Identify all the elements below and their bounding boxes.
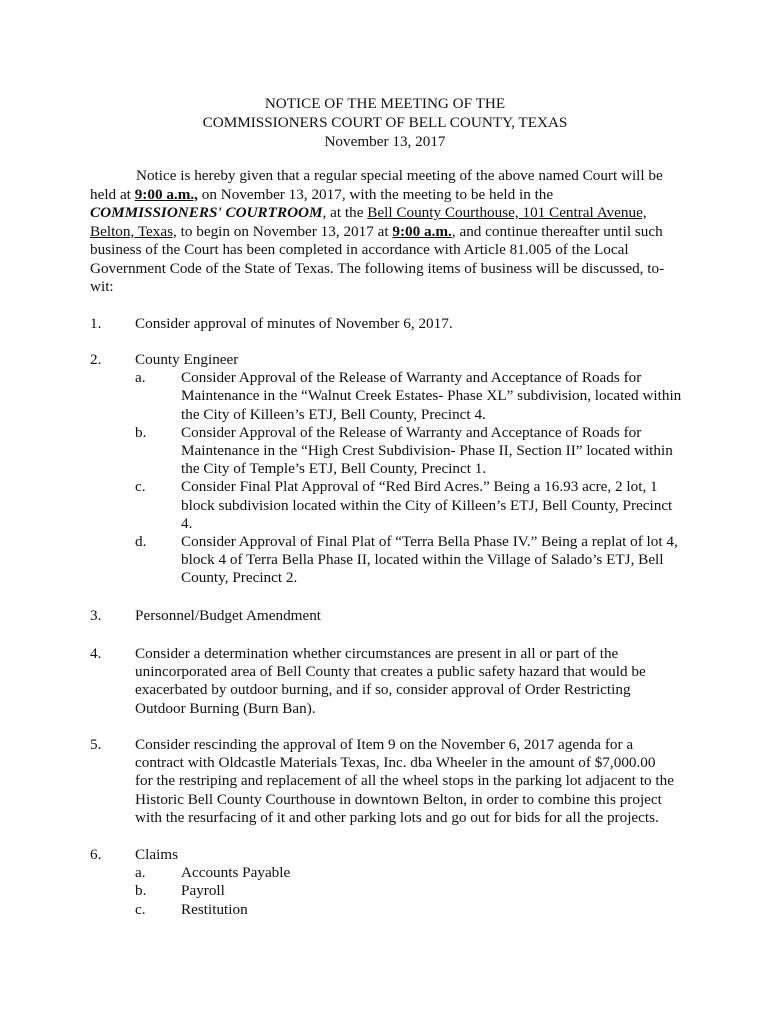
sub-item-letter: b. xyxy=(135,423,147,441)
item-line: Historic Bell County Courthouse in downtown Belton, in order to combine this project xyxy=(135,790,662,808)
sub-item-line: Consider Approval of the Release of Warranty and Acceptance of Roads for xyxy=(181,369,642,387)
item-line: unincorporated area of Bell County that creates a public safety hazard that would be xyxy=(135,663,646,681)
sub-item-c xyxy=(135,478,685,533)
intro-text: , at the xyxy=(322,204,368,221)
sub-item-letter: a. xyxy=(135,864,146,882)
sub-item-line: block 4 of Terra Bella Phase II, located within the Village of Salado’s ETJ, Bell xyxy=(181,551,664,569)
sub-item-line: Maintenance in the “High Crest Subdivision- Phase II, Section II” located within xyxy=(181,442,673,460)
item-line: exacerbated by outdoor burning, and if so, consider approval of Order Restricting xyxy=(135,681,631,699)
sub-item-letter: a. xyxy=(135,369,146,387)
sub-item-line: the City of Temple’s ETJ, Bell County, Precinct 1. xyxy=(181,460,487,478)
notice-intro-paragraph xyxy=(90,167,670,297)
item-number: 1. xyxy=(90,315,102,332)
sub-item-a xyxy=(135,864,685,882)
sub-item-c xyxy=(135,901,685,919)
intro-line xyxy=(90,223,670,242)
intro-line xyxy=(90,204,670,223)
item-number: 5. xyxy=(90,736,102,753)
sub-item-line: Payroll xyxy=(181,882,225,900)
sub-item-letter: c. xyxy=(135,478,146,496)
item-title: Claims xyxy=(135,846,179,863)
sub-item-line: block subdivision located within the City of Killeen’s ETJ, Bell County, Precinct xyxy=(181,496,673,514)
sub-item-b xyxy=(135,882,685,900)
sub-item-line: 4. xyxy=(181,514,193,532)
intro-line: Notice is hereby given that a regular special meeting of the above named Court will be xyxy=(136,167,663,184)
courthouse-address: Bell County Courthouse, 101 Central Avenue, xyxy=(367,204,647,221)
notice-header xyxy=(0,94,770,151)
item-line: contract with Oldcastle Materials Texas, Inc. dba Wheeler in the amount of $7,000.00 xyxy=(135,754,656,772)
courthouse-city: Belton, Texas, xyxy=(90,222,177,240)
header-court-line: COMMISSIONERS COURT OF BELL COUNTY, TEXAS xyxy=(202,114,568,131)
sub-item-letter: c. xyxy=(135,900,146,918)
sub-item-d xyxy=(135,533,685,588)
sub-item-line: Consider Approval of Final Plat of “Terra Bella Phase IV.” Being a replat of lot 4, xyxy=(181,533,678,551)
meeting-time: 9:00 a.m., xyxy=(134,185,198,203)
item-line: Consider rescinding the approval of Item 9 on the November 6, 2017 agenda for a xyxy=(135,736,634,753)
item-line: with the resurfacing of it and other parking lots and go out for bids for all the projects. xyxy=(135,808,659,826)
intro-line: Government Code of the State of Texas. The following items of business will be discussed, to- xyxy=(90,259,665,277)
sub-item-line: Consider Approval of the Release of Warranty and Acceptance of Roads for xyxy=(181,423,642,441)
item-number: 6. xyxy=(90,846,102,863)
intro-line xyxy=(90,186,670,205)
sub-item-letter: d. xyxy=(135,533,147,551)
header-title-line: NOTICE OF THE MEETING OF THE xyxy=(264,95,506,112)
sub-item-letter: b. xyxy=(135,882,147,900)
meeting-start-time: 9:00 a.m. xyxy=(392,222,452,240)
sub-item-line: Accounts Payable xyxy=(181,864,291,882)
item-number: 3. xyxy=(90,607,102,624)
sub-item-line: Restitution xyxy=(181,900,248,918)
item-title: Consider approval of minutes of November 6, 2017. xyxy=(135,315,453,332)
intro-text: held at xyxy=(90,185,135,203)
item-number: 2. xyxy=(90,351,102,368)
meeting-location: COMMISSIONERS' COURTROOM xyxy=(90,204,323,221)
sub-item-line: Maintenance in the “Walnut Creek Estates- Phase XL” subdivision, located within xyxy=(181,387,682,405)
item-line: Consider a determination whether circumstances are present in all or part of the xyxy=(135,645,619,662)
item-number: 4. xyxy=(90,645,102,662)
sub-item-a xyxy=(135,369,685,424)
item-line: for the restriping and replacement of all the wheel stops in the parking lot adjacent to the xyxy=(135,772,674,790)
sub-item-line: County, Precinct 2. xyxy=(181,569,298,587)
item-title: Personnel/Budget Amendment xyxy=(135,607,322,624)
intro-line: business of the Court has been completed in accordance with Article 81.005 of the Local xyxy=(90,241,629,258)
intro-text: , and continue thereafter until such xyxy=(451,222,663,240)
sub-item-b xyxy=(135,424,685,479)
item-title: County Engineer xyxy=(135,351,239,368)
intro-text: to begin on November 13, 2017 at xyxy=(176,222,393,240)
intro-text: on November 13, 2017, with the meeting to be held in the xyxy=(197,185,554,203)
sub-item-line: Consider Final Plat Approval of “Red Bird Acres.” Being a 16.93 acre, 2 lot, 1 xyxy=(181,478,658,496)
intro-line: wit: xyxy=(90,278,114,295)
item-line: Outdoor Burning (Burn Ban). xyxy=(135,699,316,717)
sub-item-line: the City of Killeen’s ETJ, Bell County, Precinct 4. xyxy=(181,405,486,423)
header-date-line: November 13, 2017 xyxy=(324,133,446,150)
